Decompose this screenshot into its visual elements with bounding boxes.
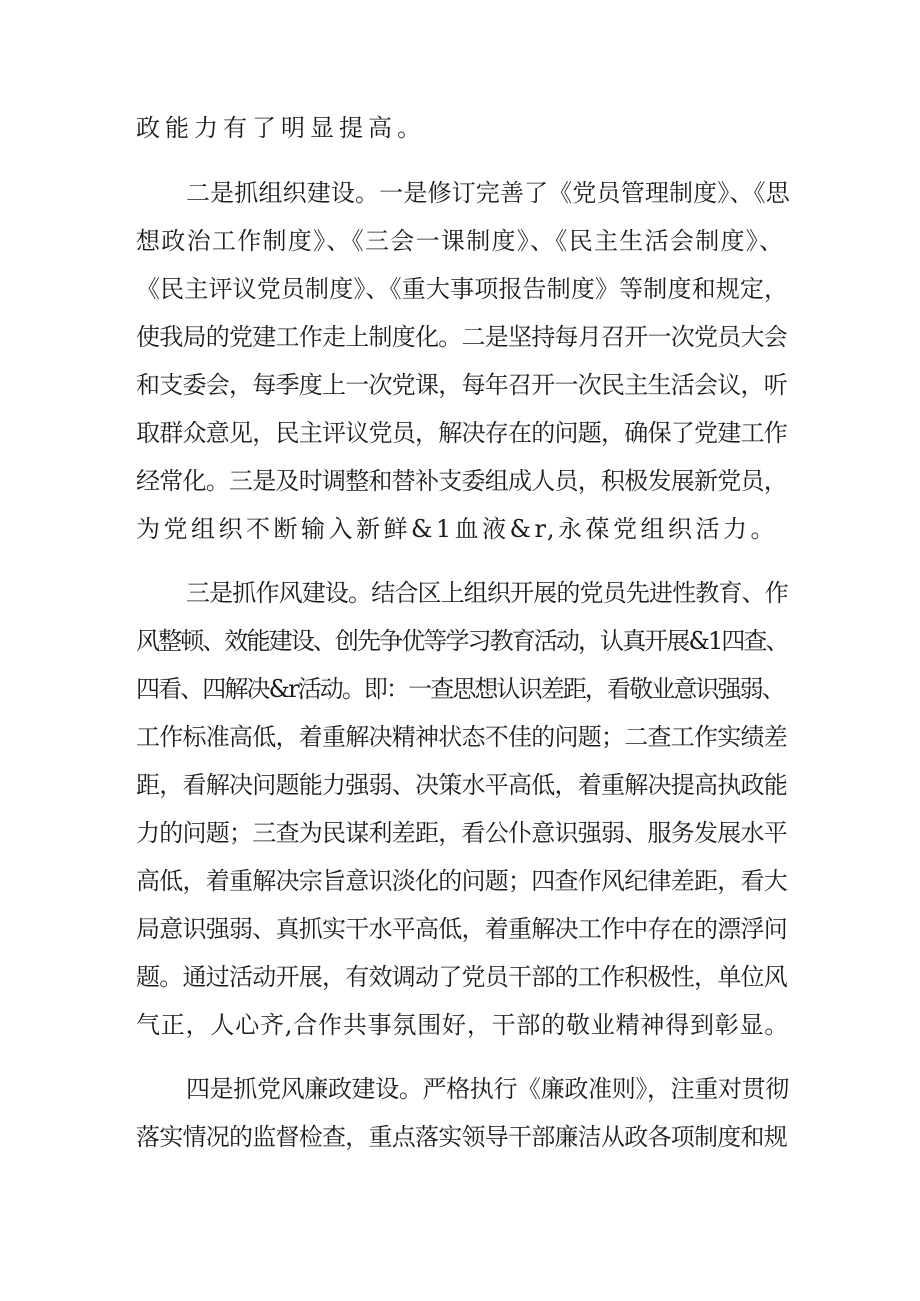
text-line: 风整顿、效能建设、创先争优等学习教育活动，认真开展&1四查、: [136, 627, 788, 655]
text-line: 落实情况的监督检查，重点落实领导干部廉洁从政各项制度和规: [136, 1123, 787, 1151]
text-line: 四看、四解决&r活动。即：一查思想认识差距，看敬业意识强弱、: [136, 675, 784, 703]
text-line: 为党组织不断输入新鲜&1血液&r,永葆党组织活力。: [136, 515, 778, 543]
text-line: 《民主评议党员制度》、《重大事项报告制度》等制度和规定，: [136, 275, 789, 303]
text-line: 气正，人心齐,合作共事氛围好，干部的敬业精神得到彰显。: [136, 1011, 790, 1039]
text-line: 工作标准高低，着重解决精神状态不佳的问题；二查工作实绩差: [136, 723, 787, 751]
text-line: 局意识强弱、真抓实干水平高低，着重解决工作中存在的漂浮问: [136, 915, 787, 943]
text-line: 力的问题；三查为民谋利差距，看公仆意识强弱、服务发展水平: [136, 819, 787, 847]
text-line: 政能力有了明显提高。: [136, 114, 426, 142]
text-line: 四是抓党风廉政建设。严格执行《廉政准则》，注重对贯彻: [186, 1075, 789, 1103]
text-line: 高低，着重解决宗旨意识淡化的问题；四查作风纪律差距，看大: [136, 867, 787, 895]
text-line: 经常化。三是及时调整和替补支委组成人员，积极发展新党员，: [136, 467, 787, 495]
text-line: 题。通过活动开展，有效调动了党员干部的工作积极性，单位风: [136, 963, 787, 991]
text-line: 取群众意见，民主评议党员，解决存在的问题，确保了党建工作: [136, 419, 787, 447]
text-line: 距，看解决问题能力强弱、决策水平高低，着重解决提高执政能: [136, 771, 787, 799]
text-line: 使我局的党建工作走上制度化。二是坚持每月召开一次党员大会: [136, 323, 787, 351]
text-line: 三是抓作风建设。结合区上组织开展的党员先进性教育、作: [186, 579, 788, 607]
text-line: 二是抓组织建设。一是修订完善了《党员管理制度》、《思: [186, 179, 790, 207]
text-line: 和支委会，每季度上一次党课，每年召开一次民主生活会议，听: [136, 371, 787, 399]
text-line: 想政治工作制度》、《三会一课制度》、《民主生活会制度》、: [136, 227, 785, 255]
